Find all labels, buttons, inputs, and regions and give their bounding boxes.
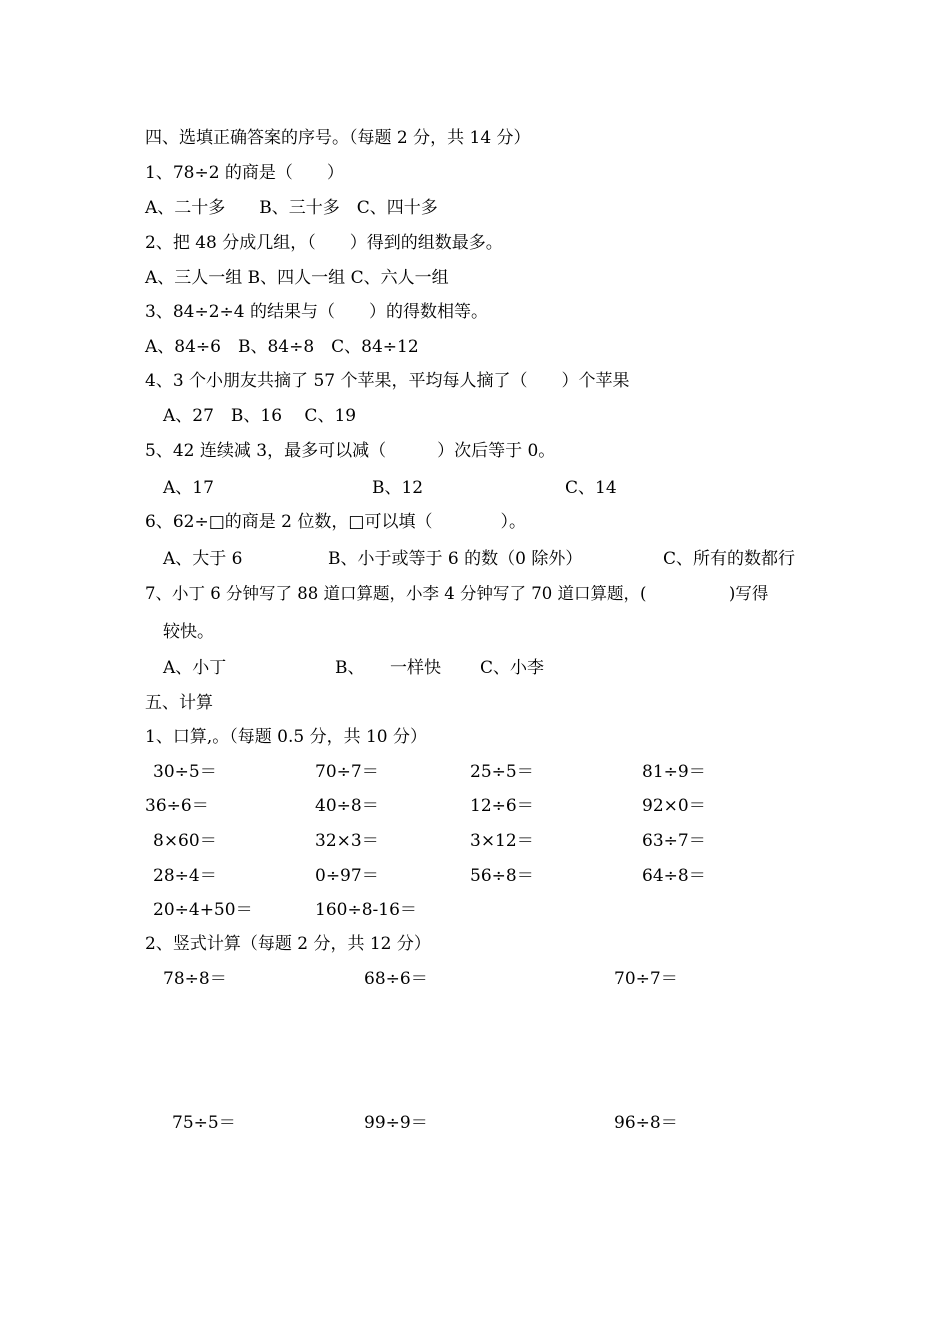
oral-item: 3×12＝	[470, 831, 534, 851]
oral-item: 30÷5＝	[153, 762, 217, 782]
question-6-option-c: C、所有的数都行	[663, 549, 796, 569]
question-3-options: A、84÷6 B、84÷8 C、84÷12	[145, 337, 419, 357]
oral-item: 64÷8＝	[642, 866, 706, 886]
oral-item: 28÷4＝	[153, 866, 217, 886]
question-1-options: A、二十多 B、三十多 C、四十多	[145, 198, 438, 218]
question-6-stem: 6、62÷□的商是 2 位数，□可以填（ ）。	[145, 512, 526, 532]
question-7-option-c: C、小李	[480, 658, 545, 678]
vertical-item: 99÷9＝	[364, 1113, 428, 1133]
vertical-item: 68÷6＝	[364, 969, 428, 989]
question-1-stem: 1、78÷2 的商是（ ）	[145, 163, 344, 183]
vertical-item: 78÷8＝	[163, 969, 227, 989]
question-5-option-b: B、12	[372, 478, 424, 498]
oral-item: 160÷8-16＝	[315, 900, 417, 920]
question-5-option-a: A、17	[163, 478, 214, 498]
question-4-stem: 4、3 个小朋友共摘了 57 个苹果，平均每人摘了（ ）个苹果	[145, 371, 630, 391]
oral-calculation-title: 1、口算,。（每题 0.5 分，共 10 分）	[145, 727, 428, 747]
question-2-stem: 2、把 48 分成几组，（ ）得到的组数最多。	[145, 233, 503, 253]
question-4-options: A、27 B、16 C、19	[163, 406, 357, 426]
question-7-option-a: A、小丁	[163, 658, 227, 678]
question-7-option-b: B、 一样快	[335, 658, 441, 678]
question-7-stem-line-1: 7、小丁 6 分钟写了 88 道口算题，小李 4 分钟写了 70 道口算题，( )写得	[145, 584, 769, 603]
oral-item: 40÷8＝	[315, 796, 379, 816]
vertical-item: 96÷8＝	[614, 1113, 678, 1133]
oral-item: 8×60＝	[153, 831, 217, 851]
oral-item: 0÷97＝	[315, 866, 379, 886]
oral-item: 36÷6＝	[145, 796, 209, 816]
section-5-title: 五、计算	[145, 693, 213, 713]
question-5-option-c: C、14	[565, 478, 617, 498]
section-4-title: 四、选填正确答案的序号。（每题 2 分，共 14 分）	[145, 128, 531, 148]
oral-item: 92×0＝	[642, 796, 706, 816]
question-2-options: A、三人一组 B、四人一组 C、六人一组	[145, 268, 449, 288]
oral-item: 56÷8＝	[470, 866, 534, 886]
question-3-stem: 3、84÷2÷4 的结果与（ ）的得数相等。	[145, 302, 488, 322]
oral-item: 32×3＝	[315, 831, 379, 851]
vertical-item: 70÷7＝	[614, 969, 678, 989]
question-6-option-a: A、大于 6	[163, 549, 243, 569]
vertical-calculation-title: 2、竖式计算（每题 2 分，共 12 分）	[145, 934, 431, 954]
oral-item: 81÷9＝	[642, 762, 706, 782]
question-5-stem: 5、42 连续减 3，最多可以减（ ）次后等于 0。	[145, 441, 556, 461]
vertical-item: 75÷5＝	[172, 1113, 236, 1133]
oral-item: 12÷6＝	[470, 796, 534, 816]
oral-item: 25÷5＝	[470, 762, 534, 782]
oral-item: 63÷7＝	[642, 831, 706, 851]
question-7-stem-line-2: 较快。	[163, 622, 214, 642]
question-6-option-b: B、小于或等于 6 的数（0 除外）	[328, 549, 583, 569]
oral-item: 70÷7＝	[315, 762, 379, 782]
oral-item: 20÷4+50＝	[153, 900, 253, 920]
